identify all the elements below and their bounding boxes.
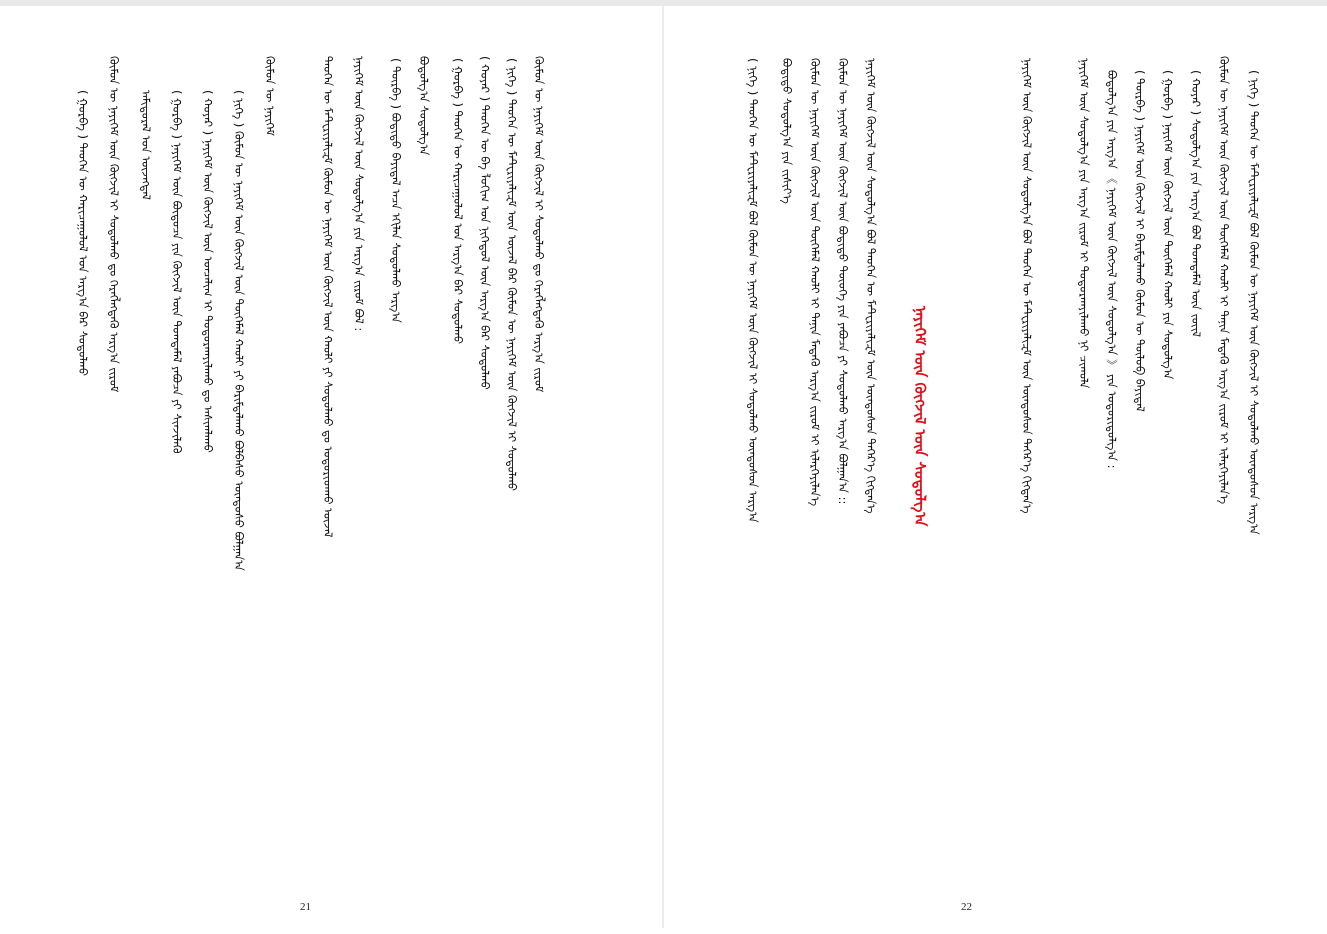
text-column: ( ᠨᠢᠭᠡ ) ᠲᠡᠦᠬᠡᠨ ᠦ ᠮᠠᠲ᠋ᠧᠷᠢᠶᠠᠯᠢᠽᠮ ᠦᠨ ᠦᠵᠡᠯ ᠪᠠᠷ ᠬᠦᠮᠦᠨ ᠦ ᠨᠡᠶᠢᠭᠡᠮ ᠦᠨ ᠬᠥᠭᠵᠢᠯ ᠢ ᠰᠤᠳᠤᠯᠬᠤ [505,58,519,491]
page-22 [664,6,1327,928]
text-column: ᠠᠮᠢᠳᠤᠷᠠᠯ ᠤᠨ ᠦᠵᠡᠭᠳᠡᠯ [139,90,153,200]
text-column: ᠪᠣᠳᠣᠯᠭ᠎ᠠ ᠶᠢᠨ ᠠᠷᠭ᠎ᠠ 《 ᠨᠡᠶᠢᠭᠡᠮ ᠦᠨ ᠬᠥᠭᠵᠢᠯ ᠦᠨ ᠰᠤᠳᠤᠯᠭ᠎ᠠ 》 ᠶᠢᠨ ᠤᠳᠤᠷᠢᠳᠤᠯᠭ᠎ᠠ : [1105,70,1119,469]
text-column: ( ᠨᠢᠭᠡ ) ᠲᠡᠦᠬᠡᠨ ᠦ ᠮᠠᠲ᠋ᠧᠷᠢᠶᠠᠯᠢᠽᠮ ᠪᠣᠯ ᠬᠦᠮᠦᠨ ᠦ ᠨᠡᠶᠢᠭᠡᠮ ᠦᠨ ᠬᠥᠭᠵᠢᠯ ᠢ ᠰᠤᠳᠤᠯᠬᠤ ᠦᠨᠳᠦᠰᠦᠨ ᠠᠷᠭ᠎ᠠ [746,58,760,523]
text-column: ( ᠬᠣᠶᠠᠷ ) ᠨᠡᠶᠢᠭᠡᠮ ᠦᠨ ᠬᠥᠭᠵᠢᠯ ᠦᠨ ᠣᠨᠴᠠᠯᠢᠭ ᠢ ᠲᠣᠳᠣᠷᠬᠠᠶᠢᠯᠠᠬᠤ ᠳᠤ ᠠᠰᠢᠭᠯᠠᠬᠤ [201,90,215,453]
text-column: ᠬᠦᠮᠦᠨ ᠦ ᠨᠡᠶᠢᠭᠡᠮ [263,56,277,136]
page-21 [0,6,663,928]
text-column: ( ᠭᠤᠷᠪᠠ ) ᠨᠡᠶᠢᠭᠡᠮ ᠦᠨ ᠪᠦᠲᠦᠴᠡ ᠶᠢᠨ ᠬᠥᠭᠵᠢᠯ ᠦᠨ ᠲᠣᠭᠲᠠᠮᠠᠯ ᠶᠠᠪᠤᠴᠠ ᠶᠢ ᠰᠢᠨᠵᠢᠯᠡᠬᠦ [170,90,184,454]
text-column: ᠨᠡᠶᠢᠭᠡᠮ ᠦᠨ ᠬᠥᠭᠵᠢᠯ ᠦᠨ ᠰᠤᠳᠤᠯᠭ᠎ᠠ ᠪᠣᠯ ᠲᠡᠦᠬᠡᠨ ᠦ ᠮᠠᠲ᠋ᠧᠷᠢᠶᠠᠯᠢᠽᠮ ᠦᠨ ᠦᠨᠳᠦᠰᠦᠨ ᠳᠡᠭᠡᠷ᠎ᠡ ᠬᠢᠭᠳᠡᠨ᠎ᠡ [864,58,878,514]
text-column: ᠬᠦᠮᠦᠨ ᠦ ᠨᠡᠶᠢᠭᠡᠮ ᠦᠨ ᠬᠥᠭᠵᠢᠯ ᠦᠨ ᠲᠦᠭᠡᠮᠡᠯ ᠬᠠᠤᠯᠢ ᠢ ᠲᠠᠨᠢᠨ ᠮᠡᠳᠡᠬᠦ ᠠᠷᠭ᠎ᠠ ᠵᠢᠷᠤᠮ ᠢ ᠢᠯᠡᠷᠬᠡᠶᠢᠯᠡᠨ᠎ᠡ [808,58,822,507]
text-column: ᠪᠣᠳᠢᠲᠤ ᠰᠤᠳᠤᠯᠭ᠎ᠠ ᠶᠢᠨ ᠵᠢᠱᠢᠶ᠎ᠡ [780,58,794,204]
text-column: ( ᠭᠤᠷᠪᠠ ) ᠨᠡᠶᠢᠭᠡᠮ ᠦᠨ ᠬᠥᠭᠵᠢᠯ ᠦᠨ ᠲᠦᠭᠡᠮᠡᠯ ᠬᠠᠤᠯᠢ ᠶᠢᠨ ᠰᠤᠳᠤᠯᠭ᠎ᠠ [1161,70,1175,380]
text-column: ᠬᠦᠮᠦᠨ ᠦ ᠨᠡᠶᠢᠭᠡᠮ ᠦᠨ ᠬᠥᠭᠵᠢᠯ ᠦᠨ ᠲᠦᠭᠡᠮᠡᠯ ᠬᠠᠤᠯᠢ ᠢ ᠲᠠᠨᠢᠨ ᠮᠡᠳᠡᠬᠦ ᠠᠷᠭ᠎ᠠ ᠵᠢᠷᠤᠮ ᠢ ᠢᠯᠡᠷᠬᠡᠶᠢᠯᠡᠨ᠎ᠡ [1217,56,1231,505]
text-column: ( ᠬᠣᠶᠠᠷ ) ᠲᠡᠦᠬᠡᠨ ᠦ ᠪᠠ ᠯᠣᠭᠢᠭ ᠤᠨ ᠨᠢᠭᠡᠳᠦᠯ ᠦᠨ ᠠᠷᠭ᠎ᠠ ᠪᠠᠷ ᠰᠤᠳᠤᠯᠬᠤ [478,56,492,390]
page-number: 22 [961,901,972,913]
page-number: 21 [300,901,311,913]
chapter-title: ᠨᠡᠶᠢᠭᠡᠮ ᠦᠨ ᠬᠥᠭᠵᠢᠯ ᠦᠨ ᠰᠤᠳᠤᠯᠭ᠎ᠠ [911,306,929,527]
text-column: ( ᠭᠤᠷᠪᠠ ) ᠲᠡᠦᠬᠡᠨ ᠦ ᠬᠠᠷᠢᠴᠠᠭᠤᠯᠤᠯ ᠤᠨ ᠠᠷᠭ᠎ᠠ ᠪᠠᠷ ᠰᠤᠳᠤᠯᠬᠤ [76,90,90,376]
text-column: ᠨᠡᠶᠢᠭᠡᠮ ᠦᠨ ᠬᠥᠭᠵᠢᠯ ᠦᠨ ᠰᠤᠳᠤᠯᠭ᠎ᠠ ᠪᠣᠯ ᠲᠡᠦᠬᠡᠨ ᠦ ᠮᠠᠲ᠋ᠧᠷᠢᠶᠠᠯᠢᠽᠮ ᠦᠨ ᠦᠨᠳᠦᠰᠦᠨ ᠳᠡᠭᠡᠷ᠎ᠡ ᠬᠢᠭᠳᠡᠨ᠎ᠡ [1020,58,1034,514]
text-column: ᠨᠡᠶᠢᠭᠡᠮ ᠦᠨ ᠬᠥᠭᠵᠢᠯ ᠦᠨ ᠰᠤᠳᠤᠯᠭ᠎ᠠ ᠶᠢᠨ ᠠᠷᠭ᠎ᠠ ᠵᠢᠷᠤᠮ ᠪᠣᠯ : [352,56,366,332]
text-column: ᠪᠣᠳᠣᠯᠭ᠎ᠠ ᠰᠤᠳᠤᠯᠭ᠎ᠠ [417,56,431,156]
text-column: ᠬᠦᠮᠦᠨ ᠦ ᠨᠡᠶᠢᠭᠡᠮ ᠦᠨ ᠬᠥᠭᠵᠢᠯ ᠦᠨ ᠪᠣᠳᠢᠲᠤ ᠲᠦᠦᠬᠡ ᠶᠢᠨ ᠶᠠᠪᠤᠴᠠ ᠶᠢ ᠰᠤᠳᠤᠯᠬᠤ ᠠᠷᠭ᠎ᠠ ᠪᠣᠯᠭᠠᠨ᠎ᠠ :: [836,58,850,505]
text-column: ᠬᠦᠮᠦᠨ ᠦ ᠨᠡᠶᠢᠭᠡᠮ ᠦᠨ ᠬᠥᠭᠵᠢᠯ ᠢ ᠰᠤᠳᠤᠯᠬᠤ ᠳᠤ ᠬᠡᠷᠡᠭᠯᠡᠭᠳᠡᠬᠦ ᠠᠷᠭ᠎ᠠ ᠵᠢᠷᠤᠮ [532,56,546,393]
text-column: ( ᠳᠥᠷᠪᠡ ) ᠪᠣᠳᠢᠲᠤ ᠪᠠᠶᠢᠳᠠᠯ ᠠᠴᠠ ᠡᠬᠢᠯᠡᠨ ᠰᠤᠳᠤᠯᠬᠤ ᠠᠷᠭ᠎ᠠ [389,58,403,323]
text-column: ( ᠳᠥᠷᠪᠡ ) ᠨᠡᠶᠢᠭᠡᠮ ᠦᠨ ᠬᠥᠭᠵᠢᠯ ᠢ ᠪᠠᠷᠢᠮᠲᠠᠯᠠᠬᠤ ᠬᠦᠮᠦᠨ ᠦ ᠲᠥᠯᠥᠪ ᠪᠠᠶᠢᠳᠠᠯ [1133,70,1147,412]
text-column: ᠬᠦᠮᠦᠨ ᠦ ᠨᠡᠶᠢᠭᠡᠮ ᠦᠨ ᠬᠥᠭᠵᠢᠯ ᠢ ᠰᠤᠳᠤᠯᠬᠤ ᠳᠤ ᠬᠡᠷᠡᠭᠯᠡᠭᠳᠡᠬᠦ ᠠᠷᠭ᠎ᠠ ᠵᠢᠷᠤᠮ [107,56,121,393]
text-column: ( ᠬᠣᠶᠠᠷ ) ᠰᠤᠳᠤᠯᠭ᠎ᠠ ᠶᠢᠨ ᠠᠷᠭ᠎ᠠ ᠪᠣᠯ ᠲᠣᠭᠲᠠᠮᠠᠯ ᠦᠨ ᠵᠦᠢᠯ [1189,70,1203,337]
text-column: ᠲᠡᠦᠬᠡᠨ ᠦ ᠮᠠᠲ᠋ᠧᠷᠢᠶᠠᠯᠢᠽᠮ ᠬᠦᠮᠦᠨ ᠦ ᠨᠡᠶᠢᠭᠡᠮ ᠦᠨ ᠬᠥᠭᠵᠢᠯ ᠦᠨ ᠬᠠᠤᠯᠢ ᠶᠢ ᠰᠤᠳᠤᠯᠬᠤ ᠳᠤ ᠤᠳᠤᠷᠢᠳᠬᠤ ᠦᠵᠡᠯ [321,56,335,538]
text-column: ᠨᠡᠶᠢᠭᠡᠮ ᠦᠨ ᠰᠤᠳᠤᠯᠭ᠎ᠠ ᠶᠢᠨ ᠠᠷᠭ᠎ᠠ ᠵᠢᠷᠤᠮ ᠢ ᠲᠣᠳᠣᠷᠬᠠᠶᠢᠯᠠᠬᠤ ᠨᠢ ᠴᠢᠬᠤᠯᠠ [1077,58,1091,389]
text-column: ( ᠨᠢᠭᠡ ) ᠬᠦᠮᠦᠨ ᠦ ᠨᠡᠶᠢᠭᠡᠮ ᠦᠨ ᠬᠥᠭᠵᠢᠯ ᠦᠨ ᠲᠦᠭᠡᠮᠡᠯ ᠬᠠᠤᠯᠢ ᠶᠢ ᠪᠠᠷᠢᠮᠲᠠᠯᠠᠬᠤ ᠪᠣᠯᠪᠠᠰᠤ ᠦᠨᠳᠦᠰᠦ ᠪᠣᠯᠭᠠᠨ᠎ᠠ [232,90,246,571]
text-column: ( ᠭᠤᠷᠪᠠ ) ᠲᠡᠦᠬᠡᠨ ᠦ ᠬᠠᠷᠢᠴᠠᠭᠤᠯᠤᠯ ᠤᠨ ᠠᠷᠭ᠎ᠠ ᠪᠠᠷ ᠰᠤᠳᠤᠯᠬᠤ [451,58,465,344]
text-column: ( ᠨᠢᠭᠡ ) ᠲᠡᠦᠬᠡᠨ ᠦ ᠮᠠᠲ᠋ᠧᠷᠢᠶᠠᠯᠢᠽᠮ ᠪᠣᠯ ᠬᠦᠮᠦᠨ ᠦ ᠨᠡᠶᠢᠭᠡᠮ ᠦᠨ ᠬᠥᠭᠵᠢᠯ ᠢ ᠰᠤᠳᠤᠯᠬᠤ ᠦᠨᠳᠦᠰᠦᠨ ᠠᠷᠭ᠎ᠠ [1247,70,1261,535]
